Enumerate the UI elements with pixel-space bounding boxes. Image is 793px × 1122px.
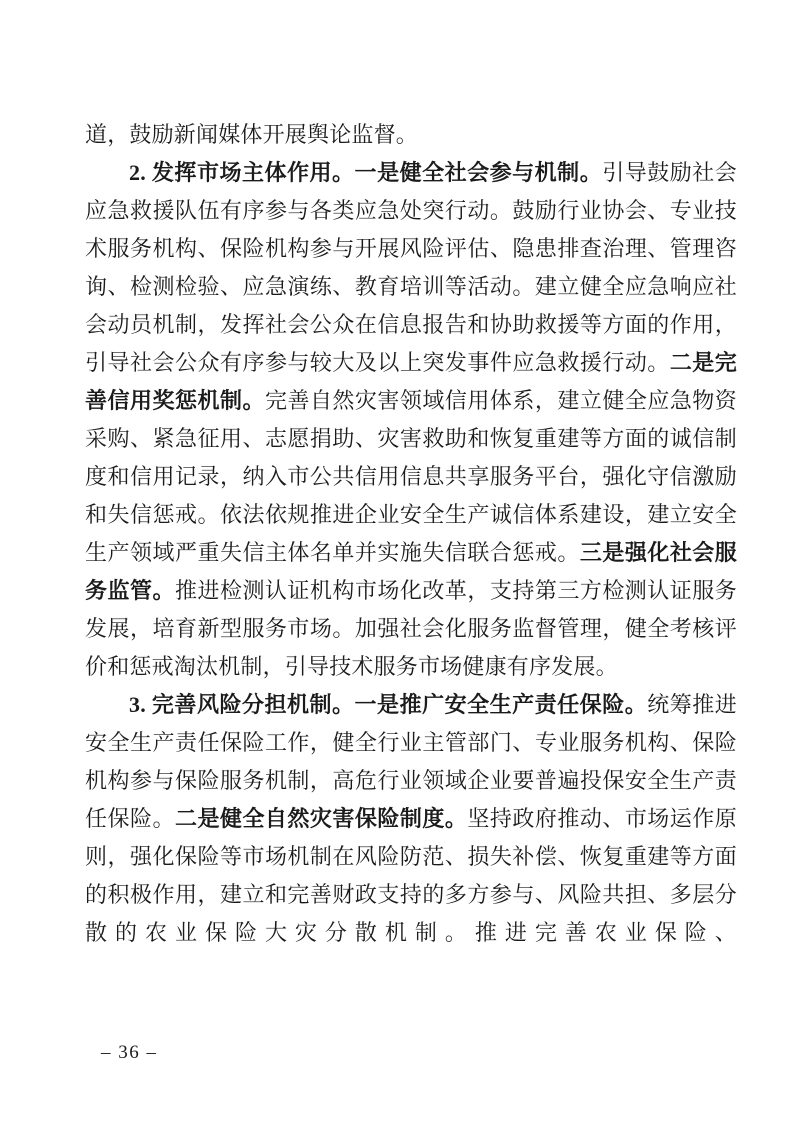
body-text: 坚持政府推动、市场运作原则，强化保险等市场机制在风险防范、损失补偿、恢复重建等方面的积极作用，建立和完善财政支持的多方参与、风险共担、多层分散的农业保险大灾分散机制。推进完善农业保险、 [85,806,737,945]
paragraph-market-mechanism [85,154,737,686]
subheading-run: 三是强化社会服务监管。 [85,540,737,603]
document-body [85,116,737,952]
body-text: 完善自然灾害领域信用体系，建立健全应急物资采购、紧急征用、志愿捐助、灾害救助和恢复重建等方面的诚信制度和信用记录，纳入市公共信用信息共享服务平台，强化守信激励和失信惩戒。依法依规推进企业安全生产诚信体系建设，建立安全生产领域严重失信主体名单并实施失信联合惩戒。 [85,388,738,565]
paragraph-continuation [85,116,737,154]
body-text: 推进检测认证机构市场化改革，支持第三方检测认证服务发展，培育新型服务市场。加强社会化服务监督管理，健全考核评价和惩戒淘汰机制，引导技术服务市场健康有序发展。 [85,578,737,679]
body-text: 统筹推进安全生产责任保险工作，健全行业主管部门、专业服务机构、保险机构参与保险服务机制，高危行业领域企业要普遍投保安全生产责任保险。 [85,692,737,831]
subheading-run: 二是健全自然灾害保险制度。 [174,806,468,831]
body-text: 引导鼓励社会应急救援队伍有序参与各类应急处突行动。鼓励行业协会、专业技术服务机构、保险机构参与开展风险评估、隐患排查治理、管理咨询、检测检验、应急演练、教育培训等活动。建立健全应急响应社会动员机制，发挥社会公众在信息报告和协助救援等方面的作用，引导社会公众有序参与较大及以上突发事件应急救援行动。 [85,160,737,375]
body-text: 道，鼓励新闻媒体开展舆论监督。 [85,122,419,147]
paragraph-risk-sharing [85,686,737,952]
subheading-run: 二是完善信用奖惩机制。 [85,350,737,413]
section-heading-run: 3. 完善风险分担机制。一是推广安全生产责任保险。 [129,692,648,717]
section-heading-run: 2. 发挥市场主体作用。一是健全社会参与机制。 [129,160,603,185]
page-number: – 36 – [101,1042,158,1063]
